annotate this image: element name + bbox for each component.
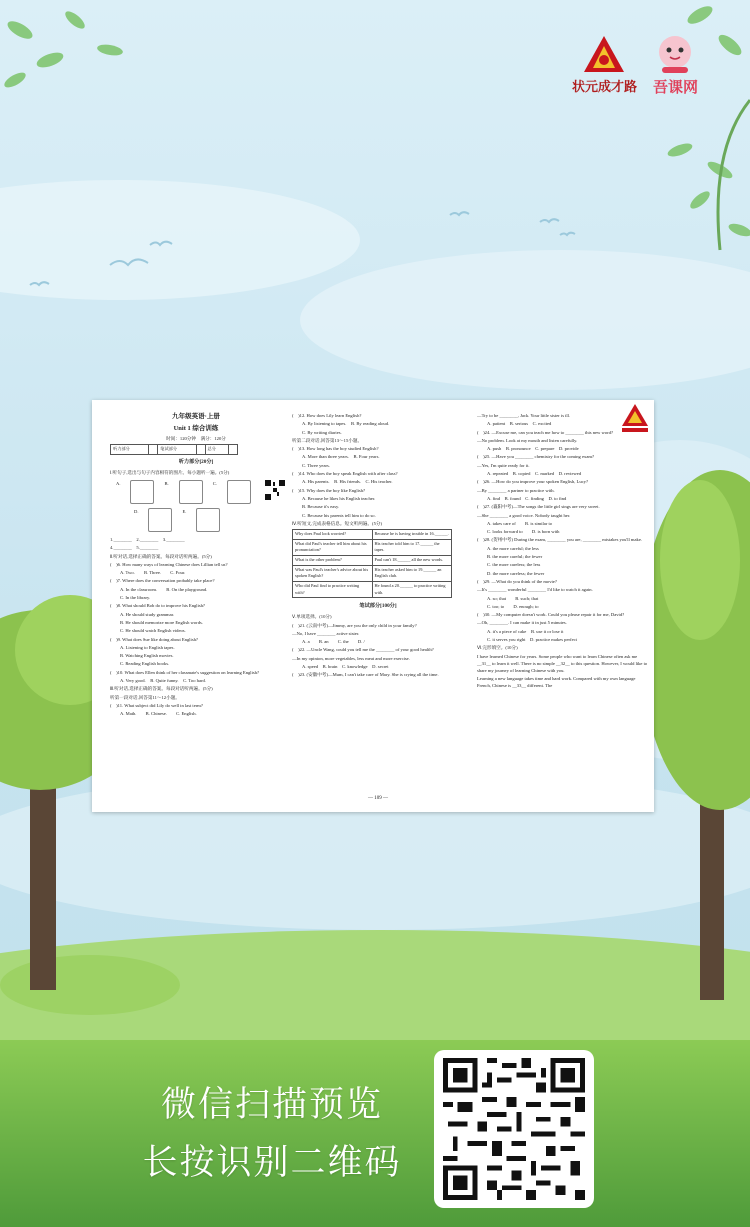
question-line: C. Three years. [302, 462, 330, 468]
question-line: ( )21. (云南中考)—Jimmy, are you the only child in your family? [292, 622, 417, 628]
question-line: ( )30. —My computer doesn't work. Could you please repair it for me, David? [477, 612, 625, 618]
question-line: ( )22. —Uncle Wang, could you tell me the ________ of your good health? [292, 647, 434, 653]
table-cell: Who did Paul find to practice writing with? [293, 581, 373, 597]
table-cell: He found a 20.______ to practice writing with. [372, 581, 452, 597]
question-line: ( )13. How long has the boy studied English? [292, 446, 379, 452]
table-row [293, 581, 452, 597]
question-line: A. Very good. B. Quite funny. C. Too hard. [120, 677, 206, 683]
question-line: A. patient B. serious C. excited [487, 421, 552, 427]
question-line: ( )27. (襄阳中考)—The songs the little girl sings are very sweet. [477, 504, 600, 510]
table-cell: Why does Paul look worried? [293, 529, 373, 539]
question-line: C. too; to D. enough; to [487, 603, 539, 609]
question-line: C. Reading English books. [120, 661, 170, 667]
question-line: ( )29. —What do you think of the movie? [477, 578, 557, 584]
question-line: B. Watching English movies. [120, 653, 174, 659]
question-line: C. By writing diaries. [302, 429, 342, 435]
question-line: A. the more careful; the less [487, 545, 539, 551]
writing-section-title: 笔试部分[100分] [359, 603, 397, 610]
score-cell [149, 445, 158, 455]
score-cell: 笔试部分 [158, 445, 196, 455]
pic-label: A. [116, 480, 121, 486]
question-line: A. Because he likes his English teacher. [302, 495, 376, 501]
answer-blanks-2: 4.________ 5.________ [110, 545, 159, 551]
small-qr-icon [265, 480, 285, 500]
score-cell [196, 445, 205, 455]
section-i-heading: Ⅰ.听句子,选出与句子内容相符的图片。每小题听一遍。(5分) [110, 469, 230, 475]
question-line: A. it's a piece of cake B. use it or lose it [487, 628, 564, 634]
question-line: ( )8. What should Bob do to improve his English? [110, 603, 205, 609]
question-line: C. it serves you right D. practice makes perfect [487, 637, 577, 643]
question-line: B. the more careful; the fewer [487, 554, 543, 560]
column-3-questions [477, 412, 649, 689]
question-line: A. Math. B. Chinese. C. English. [120, 711, 197, 717]
question-line: 听第二段对话,回答第13～15小题。 [292, 437, 363, 443]
question-line: ( )26. —How do you improve your spoken English, Lucy? [477, 479, 588, 485]
info-table [292, 529, 452, 598]
listening-section-title: 听力部分[20分] [178, 458, 214, 465]
question-line: A. Two. B. Three. C. Four. [120, 570, 186, 576]
brand-logos [572, 34, 698, 97]
question-line: —She ________ a good voice. Nobody taught her. [477, 512, 571, 518]
picture-a [130, 480, 154, 504]
table-cell: Because he is having trouble in 16.______. [372, 529, 452, 539]
table-row [293, 539, 452, 555]
question-line: ( )11. What subject did Lily do well in last term? [110, 702, 203, 708]
question-line: C. In the library. [120, 595, 151, 601]
column-2 [292, 412, 464, 680]
question-line: ( )15. Why does the boy like English? [292, 487, 366, 493]
picture-options-2 [134, 508, 282, 532]
question-line: ( )7. Where does the conversation probably take place? [110, 578, 215, 584]
table-cell: His teacher told him to 17.______ the tapes. [372, 539, 452, 555]
answer-blanks: 1.________ 2.________ 3.________ [110, 536, 185, 542]
column-1-questions [110, 561, 282, 717]
table-cell: What is the other problem? [293, 555, 373, 565]
doc-title: 九年级英语·上册 [172, 413, 220, 420]
question-line: A. speed B. brain C. knowledge D. secret [302, 664, 389, 670]
score-cell [229, 445, 238, 455]
scan-instructions [132, 1076, 412, 1192]
question-line: —In my opinion, more vegetables, less meat and more exercise. [292, 655, 410, 661]
column-1 [110, 412, 282, 718]
question-line: ( )14. Who does the boy speak English with after class? [292, 471, 398, 477]
question-line: A. More than three years. B. Four years. [302, 454, 380, 460]
scan-line-2: 长按识别二维码 [142, 1143, 402, 1183]
picture-d [148, 508, 172, 532]
question-line: A. He should study grammar. [120, 611, 175, 617]
question-line: I have learned Chinese for years. Some people who want to learn Chinese often ask me __31__ to learn it well. There is no simple __32__ to this question. However, I would like to share my journey of learning Chinese with you. [477, 653, 648, 673]
table-cell: What did Paul's teacher tell him about his pronunciation? [293, 539, 373, 555]
qr-code-icon[interactable] [442, 1058, 586, 1200]
table-cell: What was Paul's teacher's advice about his spoken English? [293, 565, 373, 581]
question-line: Ⅳ.听短文,完成表格信息。短文听两遍。(5分) [292, 520, 382, 526]
question-line: A. In the classroom. B. On the playground. [120, 586, 208, 592]
question-line: Ⅲ.听对话,选择正确的答案。每段对话听两遍。(5分) [110, 686, 213, 692]
column-2-mcq [292, 613, 464, 678]
question-line: C. looks forward to D. is born with [487, 529, 560, 535]
score-cell: 总分 [205, 445, 229, 455]
table-row [293, 555, 452, 565]
section-ii-heading: Ⅱ.听对话,选择正确的答案。每段对话听两遍。(5分) [110, 553, 212, 559]
logo1-text: 状元成才路 [571, 80, 637, 95]
question-line: ( )12. How does Lily learn English? [292, 413, 362, 418]
question-line: A. push B. pronounce C. prepare D. provide [487, 446, 579, 452]
question-line: ( )9. What does Sue like doing about English? [110, 636, 198, 642]
question-line: C. Because his parents tell him to do so. [302, 512, 376, 518]
page-number: — 109 — [368, 796, 388, 801]
question-line: 听第一段对话,回答第11～12小题。 [110, 694, 180, 700]
question-line: ( )23. (安徽中考)—Mum, I can't take care of Mary. She is crying all the time. [292, 672, 439, 678]
question-line: A. By listening to tapes. B. By reading aloud. [302, 421, 390, 427]
table-cell: His teacher asked him to 19.______ an English club. [372, 565, 452, 581]
table-cell: Paul can't 18.______ all the new words. [372, 555, 452, 565]
question-line: C. the more careless; the less [487, 562, 541, 568]
picture-options [116, 480, 282, 504]
scan-line-1: 微信扫描预览 [160, 1085, 383, 1125]
pic-label: C. [212, 480, 217, 486]
crown-logo-icon [582, 34, 626, 74]
score-cell: 听力部分 [111, 445, 149, 455]
question-line: Ⅴ.单项选择。(10分) [292, 614, 332, 620]
qr-code-card[interactable] [434, 1050, 594, 1208]
doc-time: 时间：120分钟 满分：120分 [166, 436, 226, 442]
picture-e [196, 508, 220, 532]
question-line: —Oh, ________. I can make it in just 5 minutes. [477, 620, 567, 626]
question-line: —Yes, I'm quite ready for it. [477, 462, 530, 468]
question-line: ( )28. (贺州中考) During the exam, ________ you are, ________ mistakes you'll make. [477, 537, 643, 543]
question-line: —By ________ a partner to practice with. [477, 487, 555, 493]
question-line: A. a B. an C. the D. / [302, 639, 365, 645]
question-line: A. His parents. B. His friends. C. His teacher. [302, 479, 393, 485]
question-line: A. Listening to English tapes. [120, 644, 175, 650]
table-row [293, 529, 452, 539]
question-line: —Try to be ________, Jack. Your little sister is ill. [477, 413, 571, 418]
column-3 [477, 412, 649, 691]
question-line: —No, I have ________ active sister. [292, 630, 360, 636]
picture-c [227, 480, 251, 504]
question-line: Ⅵ.完形填空。(10分) [477, 645, 518, 651]
score-table [110, 444, 238, 455]
table-row [293, 565, 452, 581]
question-line: —It's ________ wonderful ________ I'd like to watch it again. [477, 587, 593, 593]
question-line: A. find B. found C. finding D. to find [487, 495, 567, 501]
logo2-text: 吾课网 [652, 78, 698, 96]
pic-label: B. [164, 480, 169, 486]
pic-label: E. [182, 508, 187, 514]
zhuangyuan-logo [572, 34, 637, 95]
wookey-mascot-icon [656, 34, 694, 74]
worksheet-preview[interactable] [92, 400, 654, 812]
question-line: C. He should watch English videos. [120, 628, 186, 634]
wookey-logo [653, 34, 698, 97]
question-line: D. the more careless; the fewer [487, 570, 545, 576]
pic-label: D. [134, 508, 139, 514]
question-line: A. takes care of B. is similar to [487, 520, 553, 526]
question-line: Learning a new language takes time and hard work. Compared with my own language French, Chinese is __33__ different. The [477, 676, 636, 689]
question-line: ( )10. What does Ellen think of her classmate's suggestion on learning English? [110, 669, 259, 675]
question-line: A. repeated B. copied C. marked D. reviewed [487, 471, 582, 477]
question-line: ( )6. How many ways of learning Chinese does Lillian tell us? [110, 561, 228, 567]
question-line: ( )24. —Excuse me, can you teach me how to ________ this new word? [477, 429, 613, 435]
picture-b [179, 480, 203, 504]
question-line: B. Because it's easy. [302, 504, 340, 510]
doc-unit: Unit 1 综合训练 [173, 424, 219, 432]
question-line: —No problem. Look at my mouth and listen carefully. [477, 437, 578, 443]
question-line: ( )25. —Have you ________ chemistry for the coming exam? [477, 454, 594, 460]
question-line: B. He should memorize more English words. [120, 619, 203, 625]
question-line: A. so; that B. such; that [487, 595, 539, 601]
column-2-questions [292, 412, 464, 527]
